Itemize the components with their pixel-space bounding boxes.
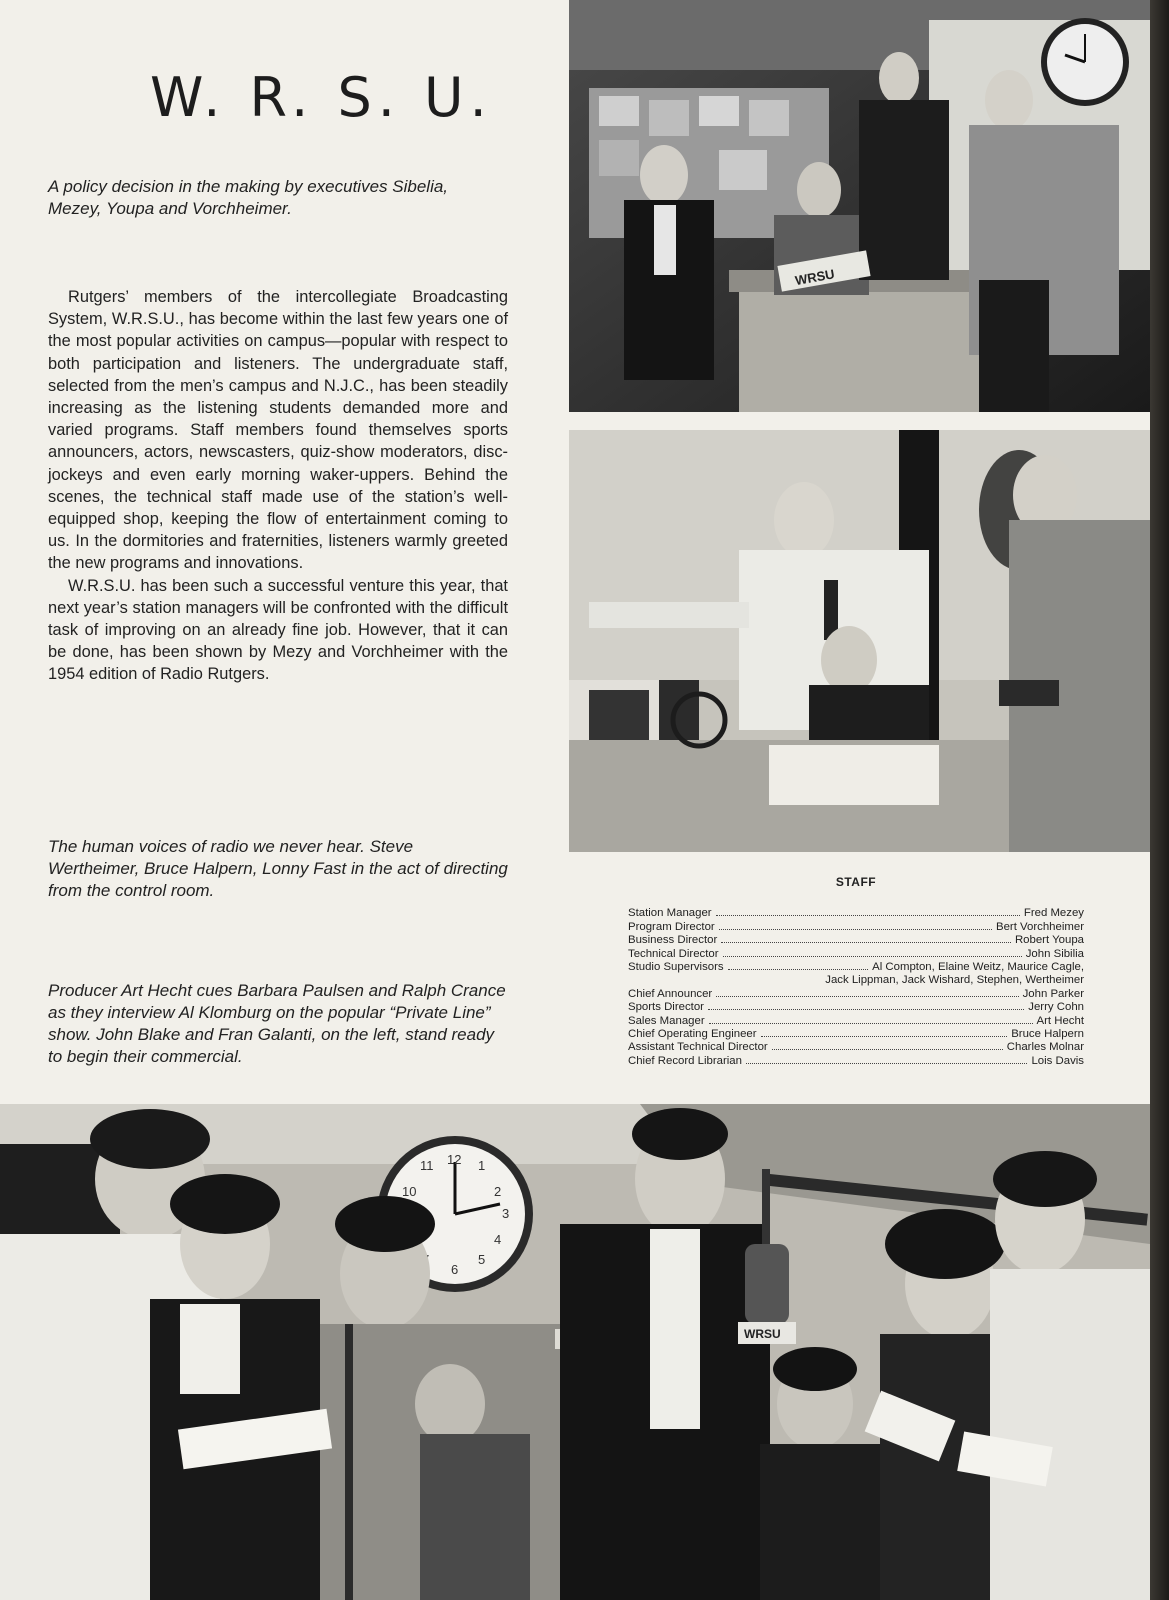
staff-role: Assistant Technical Director <box>628 1041 768 1054</box>
staff-row <box>628 988 1084 1001</box>
staff-name: Fred Mezey <box>1023 907 1084 920</box>
leader-dots <box>721 942 1011 943</box>
body-paragraph: Rutgers’ members of the intercollegiate Broadcasting System, W.R.S.U., has become within the last few years one of the most popular activities on campus—popular with respect to both participation and listeners. The undergraduate staff, selected from the men’s campus and N.J.C., has been steadily increasing as the listening students demanded more and varied programs. Staff members found themselves sports announcers, actors, newscasters, quiz-show moderators, disc-jockeys and even early morning waker-uppers. Behind the scenes, the technical staff made use of the station’s well-equipped shop, keeping the flow of entertainment coming to us. In the dormitories and fraternities, listeners warmly greeted the new programs and innovations. <box>48 288 508 573</box>
staff-row <box>628 934 1084 947</box>
staff-name: Robert Youpa <box>1014 934 1084 947</box>
executives-photo <box>569 0 1150 412</box>
studio-broadcast-photo <box>0 1104 1150 1600</box>
staff-role: Sales Manager <box>628 1014 705 1027</box>
leader-dots <box>772 1049 1003 1050</box>
staff-row <box>628 1001 1084 1014</box>
staff-row-continued <box>628 974 1084 987</box>
staff-role: Studio Supervisors <box>628 961 724 974</box>
leader-dots <box>719 929 992 930</box>
staff-list <box>628 876 1084 1068</box>
staff-name: Al Compton, Elaine Weitz, Maurice Cagle, <box>872 961 1084 974</box>
caption-executives: A policy decision in the making by executives Sibelia, Mezey, Youpa and Vorchheimer. <box>48 177 449 218</box>
staff-role: Program Director <box>628 920 715 933</box>
staff-role: Business Director <box>628 934 718 947</box>
leader-dots <box>716 996 1018 997</box>
staff-name: John Sibilia <box>1025 947 1084 960</box>
staff-role: Sports Director <box>628 1001 704 1014</box>
leader-dots <box>709 1023 1033 1024</box>
leader-dots <box>723 956 1022 957</box>
staff-row <box>628 907 1084 920</box>
caption-private-line: Producer Art Hecht cues Barbara Paulsen and Ralph Crance as they interview Al Klomburg on the popular “Private Line” show. John Blake and Fran Galanti, on the left, stand ready to begin their commercial. <box>48 981 506 1066</box>
staff-name: Jack Lippman, Jack Wishard, Stephen, Wertheimer <box>825 974 1084 987</box>
staff-row <box>628 1055 1084 1068</box>
staff-name: Bert Vorchheimer <box>996 920 1084 933</box>
staff-role: Chief Record Librarian <box>628 1054 742 1067</box>
mic-flag-sign: WRSU <box>744 1327 781 1341</box>
clock-numeral: 2 <box>494 1184 502 1199</box>
book-edge <box>1150 0 1169 1600</box>
staff-row <box>628 1028 1084 1041</box>
body-paragraph: W.R.S.U. has been such a successful venture this year, that next year’s station managers will be confronted with the difficult task of improving on an already fine job. However, that it can be done, has been shown by Mezy and Vorchheimer with the 1954 edition of Radio Rutgers. <box>48 576 508 684</box>
staff-name: Art Hecht <box>1036 1014 1084 1027</box>
staff-row <box>628 1041 1084 1054</box>
clock-numeral: 11 <box>420 1158 434 1173</box>
leader-dots <box>728 969 869 970</box>
staff-row <box>628 961 1084 974</box>
clock-numeral: 3 <box>502 1206 510 1221</box>
article-body <box>48 286 508 686</box>
staff-role: Station Manager <box>628 907 712 920</box>
staff-role: Chief Announcer <box>628 987 713 1000</box>
leader-dots <box>716 915 1020 916</box>
newspaper-sign: WRSU <box>793 266 836 289</box>
staff-role: Technical Director <box>628 947 719 960</box>
staff-name: John Parker <box>1022 987 1084 1000</box>
staff-name: Jerry Cohn <box>1028 1001 1084 1014</box>
staff-row <box>628 1015 1084 1028</box>
staff-name: Charles Molnar <box>1006 1041 1084 1054</box>
clock-numeral: 6 <box>451 1262 459 1277</box>
clock-numeral: 10 <box>402 1184 417 1199</box>
caption-control-room: The human voices of radio we never hear. Steve Wertheimer, Bruce Halpern, Lonny Fast in the act of directing from the control room. <box>48 837 508 900</box>
leader-dots <box>761 1036 1008 1037</box>
leader-dots <box>746 1063 1027 1064</box>
leader-dots <box>708 1009 1024 1010</box>
staff-row <box>628 948 1084 961</box>
control-room-photo <box>569 430 1150 852</box>
clock-numeral: 12 <box>447 1152 462 1167</box>
staff-name: Bruce Halpern <box>1011 1028 1084 1041</box>
staff-name: Lois Davis <box>1031 1054 1084 1067</box>
staff-row <box>628 921 1084 934</box>
clock-numeral: 1 <box>478 1158 486 1173</box>
staff-role: Chief Operating Engineer <box>628 1028 757 1041</box>
clock-numeral: 5 <box>478 1252 486 1267</box>
clock-numeral: 4 <box>494 1232 502 1247</box>
staff-heading: STAFF <box>835 875 877 889</box>
page-title: W. R. S. U. <box>150 66 493 129</box>
